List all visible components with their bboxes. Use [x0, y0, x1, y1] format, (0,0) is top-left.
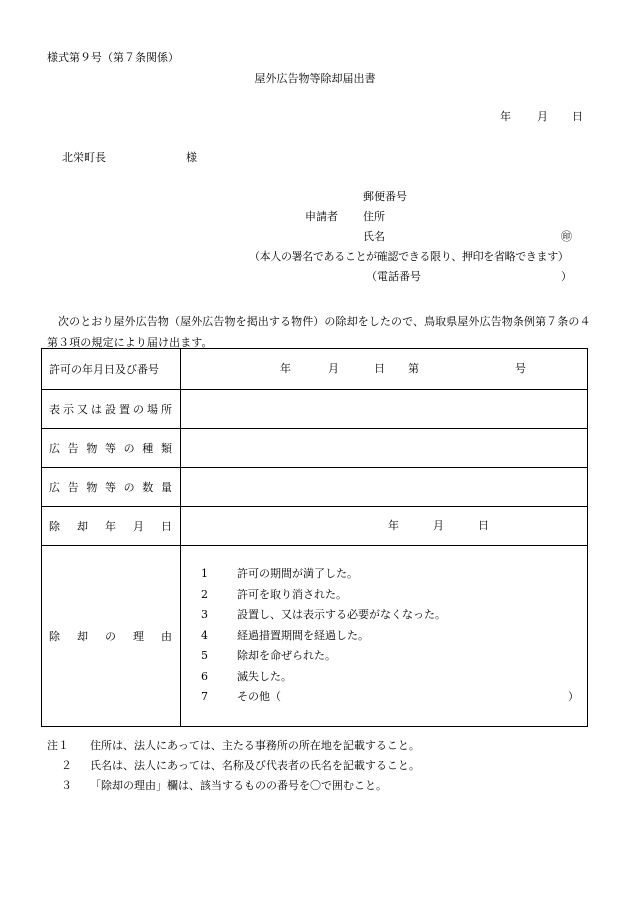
reason-number: 5 [201, 649, 208, 663]
reason-number: 7 [201, 690, 208, 704]
row-label [42, 507, 181, 546]
label-char: 場 [147, 403, 158, 416]
label-char: 理 [133, 630, 144, 643]
table-row [42, 507, 588, 546]
permit-value-cell[interactable] [181, 349, 588, 390]
row-label [42, 429, 181, 468]
label-char: 物 [86, 481, 98, 494]
table-row [42, 468, 588, 507]
reason-label [49, 628, 180, 644]
reason-value-cell [181, 546, 588, 727]
reason-list [181, 564, 587, 708]
note-label: 注１ [47, 739, 69, 752]
label-char: 表 [49, 403, 60, 416]
label-char: 告 [67, 442, 79, 455]
reason-number: 4 [201, 628, 208, 642]
label-char: の [133, 403, 144, 416]
row-label [42, 349, 181, 390]
reason-text: 滅失した。 [237, 669, 292, 683]
note-item [47, 756, 420, 776]
note-item [47, 736, 420, 756]
table-row [42, 349, 588, 390]
permit-month-label: 月 [328, 362, 339, 375]
label-char: 年 [105, 520, 116, 533]
table-row [42, 429, 588, 468]
permit-go-label: 号 [515, 362, 526, 375]
honorific: 様 [186, 151, 197, 164]
postal-code-label: 郵便番号 [363, 190, 407, 203]
label-char: 告 [67, 481, 79, 494]
label-char: 却 [77, 520, 88, 533]
note-label: ２ [61, 759, 72, 772]
reason-text: その他（ [237, 690, 281, 704]
label-char: 物 [86, 442, 98, 455]
reason-text: 除却を命ぜられた。 [237, 649, 336, 663]
note-text: 住所は、法人にあっては、主たる事務所の所在地を記載すること。 [90, 739, 420, 752]
reason-number: 1 [201, 567, 208, 581]
label-char: 数 [142, 481, 154, 494]
reason-other-close-paren: ） [568, 690, 579, 704]
reason-number: 3 [201, 608, 208, 622]
quantity-label [49, 479, 180, 495]
reason-text: 設置し、又は表示する必要がなくなった。 [237, 608, 446, 622]
reason-number: 6 [201, 669, 208, 683]
document-title: 屋外広告物等除却届出書 [254, 72, 376, 85]
reason-item-other[interactable] [201, 687, 587, 708]
label-char: 却 [77, 630, 88, 643]
label-char: 又 [77, 403, 88, 416]
location-label [49, 401, 180, 417]
label-char: 日 [161, 520, 172, 533]
permit-day-label: 日 [374, 362, 385, 375]
body-text: 次のとおり屋外広告物（屋外広告物を掲出する物件）の除却をしたので、鳥取県屋外広告物条例第７条の４第３項の規定により届け出ます。 [47, 315, 591, 349]
label-char: 設 [105, 403, 116, 416]
permit-year-label: 年 [280, 362, 291, 375]
removal-day-label: 日 [478, 519, 489, 532]
label-char: 置 [119, 403, 130, 416]
address-label: 住所 [363, 210, 385, 223]
label-char: の [123, 442, 135, 455]
label-char: 除 [49, 520, 60, 533]
permit-dai-label: 第 [408, 362, 419, 375]
date-day-label: 日 [572, 110, 583, 123]
row-label [42, 390, 181, 429]
addressee: 北栄町長 [62, 151, 106, 164]
reason-text: 許可の期間が満了した。 [237, 567, 358, 581]
reason-text: 許可を取り消された。 [237, 587, 347, 601]
date-month-label: 月 [537, 110, 548, 123]
form-table [41, 348, 588, 727]
seal-mark: ㊞ [561, 230, 572, 243]
label-char: 類 [160, 442, 172, 455]
reason-text: 経過措置期間を経過した。 [237, 628, 369, 642]
applicant-role-label: 申請者 [305, 210, 338, 223]
note-label: ３ [61, 779, 72, 792]
table-row [42, 546, 588, 727]
label-char: 等 [104, 481, 116, 494]
note-text: 「除却の理由」欄は、該当するものの番号を〇で囲むこと。 [90, 779, 387, 792]
reason-item[interactable] [201, 626, 587, 647]
removal-year-label: 年 [388, 519, 399, 532]
label-char: 広 [49, 481, 60, 494]
type-label [49, 440, 180, 456]
label-char: 月 [133, 520, 144, 533]
note-text: 氏名は、法人にあっては、名称及び代表者の氏名を記載すること。 [90, 759, 420, 772]
permit-label: 許可の年月日及び番号 [49, 363, 159, 376]
table-row [42, 390, 588, 429]
reason-item[interactable] [201, 605, 587, 626]
label-char: 種 [142, 442, 154, 455]
signature-note: （本人の署名であることが確認できる限り、押印を省略できます） [249, 250, 569, 263]
note-item [47, 776, 420, 796]
notes [47, 736, 420, 796]
label-char: 所 [161, 403, 172, 416]
reason-item[interactable] [201, 585, 587, 606]
label-char: 等 [104, 442, 116, 455]
location-value-cell[interactable] [181, 390, 588, 429]
row-label [42, 468, 181, 507]
label-char: 広 [49, 442, 60, 455]
label-char: の [123, 481, 135, 494]
date-year-label: 年 [500, 110, 511, 123]
row-label [42, 546, 181, 727]
removal-month-label: 月 [433, 519, 444, 532]
label-char: 量 [160, 481, 172, 494]
removal-date-value-cell[interactable] [181, 507, 588, 546]
label-char: の [105, 630, 116, 643]
label-char: 由 [161, 630, 172, 643]
phone-label: （電話番号 [366, 270, 421, 283]
removal-date-label [49, 518, 180, 534]
label-char: 示 [63, 403, 74, 416]
reason-number: 2 [201, 587, 208, 601]
label-char: 除 [49, 630, 60, 643]
reason-item[interactable] [201, 564, 587, 585]
form-number: 様式第９号（第７条関係） [47, 51, 179, 64]
phone-close-paren: ） [561, 270, 572, 283]
type-value-cell[interactable] [181, 429, 588, 468]
label-char: は [91, 403, 102, 416]
reason-item[interactable] [201, 667, 587, 688]
quantity-value-cell[interactable] [181, 468, 588, 507]
name-label: 氏名 [363, 230, 385, 243]
reason-item[interactable] [201, 646, 587, 667]
